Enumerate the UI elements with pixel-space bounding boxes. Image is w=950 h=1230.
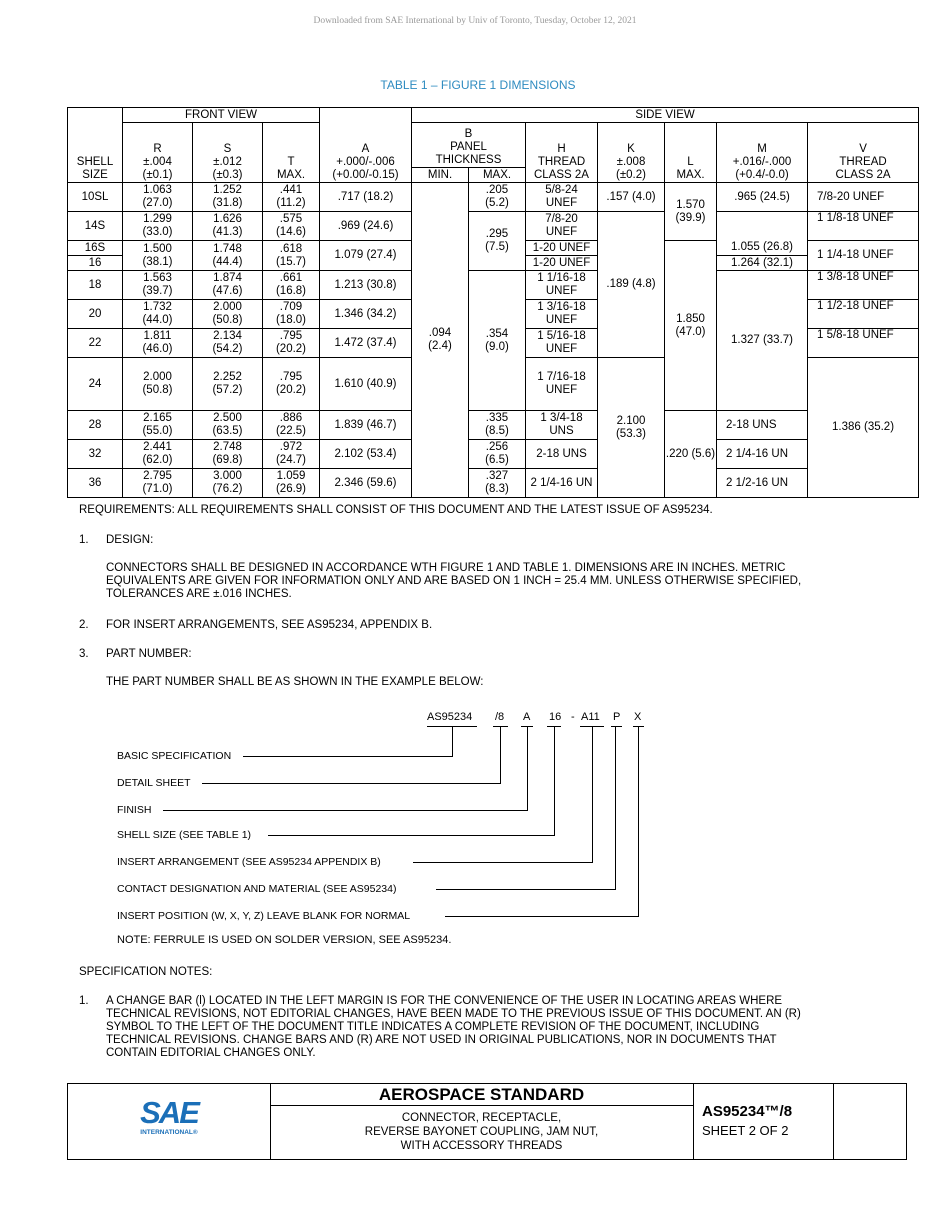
cell-m: 1.327 (33.7): [717, 271, 808, 411]
cell-m: 1.386 (35.2): [808, 358, 919, 498]
cell-r: 1.811 (46.0): [123, 329, 193, 358]
cell-r: 1.063 (27.0): [123, 183, 193, 212]
insert-arrangements-text: FOR INSERT ARRANGEMENTS, SEE AS95234, APPENDIX B.: [106, 619, 433, 631]
cell-s: 2.252 (57.2): [193, 358, 263, 411]
pn-label-detail-sheet: DETAIL SHEET: [117, 777, 191, 789]
document-number: AS95234™/8: [702, 1103, 793, 1120]
header-k: K ±.008 (±0.2): [598, 123, 665, 183]
requirements-text: REQUIREMENTS: ALL REQUIREMENTS SHALL CONSIST OF THIS DOCUMENT AND THE LATEST ISSUE OF AS95234.: [79, 504, 713, 516]
title-cell: [270, 1084, 694, 1159]
pn-label-contact: CONTACT DESIGNATION AND MATERIAL (SEE AS95234): [117, 883, 397, 895]
cell-h: 1 3/4-18 UNS: [526, 411, 598, 440]
cell-r: 1.563 (39.7): [123, 271, 193, 300]
cell-a: 1.472 (37.4): [320, 329, 412, 358]
cell-a: 2.102 (53.4): [320, 440, 412, 469]
cell-b-max: .327 (8.3): [469, 469, 526, 498]
cell-a: 1.610 (40.9): [320, 358, 412, 411]
download-watermark: Downloaded from SAE International by Univ of Toronto, Tuesday, October 12, 2021: [313, 16, 637, 26]
cell-v: 2-18 UNS: [717, 411, 808, 440]
table-title: TABLE 1 – FIGURE 1 DIMENSIONS: [380, 78, 576, 92]
cell-h: 2 1/4-16 UN: [526, 469, 598, 498]
pn-label-shell-size: SHELL SIZE (SEE TABLE 1): [117, 829, 252, 841]
cell-r: 2.795 (71.0): [123, 469, 193, 498]
cell-t: .661 (16.8): [263, 271, 320, 300]
cell-t: .709 (18.0): [263, 300, 320, 329]
table-row: [68, 212, 919, 241]
sae-logo: SAE INTERNATIONAL®: [140, 1095, 198, 1136]
cell-r: 2.165 (55.0): [123, 411, 193, 440]
header-b: B PANEL THICKNESS: [412, 123, 526, 168]
pn-code-finish: A: [523, 711, 531, 723]
cell-s: 3.000 (76.2): [193, 469, 263, 498]
spec-note-number: 1.: [79, 995, 89, 1007]
header-b-min: MIN.: [412, 168, 469, 183]
cell-h: 1 3/16-18 UNEF: [526, 300, 598, 329]
table-row: [68, 411, 919, 440]
item-number: 1.: [79, 534, 89, 546]
cell-h: 7/8-20 UNEF: [526, 212, 598, 241]
pn-code-sheet: /8: [495, 711, 505, 723]
header-r: R ±.004 (±0.1): [123, 123, 193, 183]
cell-a: 2.346 (59.6): [320, 469, 412, 498]
document-description: CONNECTOR, RECEPTACLE, REVERSE BAYONET COUPLING, JAM NUT, WITH ACCESSORY THREADS: [364, 1112, 599, 1152]
cell-a: 1.346 (34.2): [320, 300, 412, 329]
cell-t: .886 (22.5): [263, 411, 320, 440]
cell-shell: 14S: [68, 212, 123, 241]
cell-v: 1 1/4-18 UNEF: [808, 241, 919, 271]
dimensions-table: [67, 107, 919, 498]
cell-a: .969 (24.6): [320, 212, 412, 241]
cell-shell: 10SL: [68, 183, 123, 212]
cell-r: 2.000 (50.8): [123, 358, 193, 411]
cell-shell: 32: [68, 440, 123, 469]
cell-a: .717 (18.2): [320, 183, 412, 212]
cell-h: 2-18 UNS: [526, 440, 598, 469]
pn-code-spec: AS95234: [427, 711, 473, 723]
header-b-max: MAX.: [469, 168, 526, 183]
cell-v: 7/8-20 UNEF: [808, 183, 919, 212]
header-m: M +.016/-.000 (+0.4/-0.0): [717, 123, 808, 183]
cell-s: 2.134 (54.2): [193, 329, 263, 358]
design-heading: DESIGN:: [106, 534, 154, 546]
cell-t: .618 (15.7): [263, 241, 320, 271]
part-number-heading: PART NUMBER:: [106, 648, 192, 660]
cell-v: 2 1/4-16 UN: [717, 440, 808, 469]
cell-shell: 16: [68, 256, 123, 271]
revision-cell: [834, 1084, 906, 1159]
cell-k: .189 (4.8): [598, 212, 665, 358]
spec-notes-heading: SPECIFICATION NOTES:: [79, 966, 213, 978]
cell-b-max: .295 (7.5): [469, 212, 526, 271]
cell-v: 1 1/2-18 UNEF: [808, 300, 919, 329]
pn-label-insert-position: INSERT POSITION (W, X, Y, Z) LEAVE BLANK FOR NORMAL: [117, 910, 411, 922]
cell-v: 1 3/8-18 UNEF: [808, 271, 919, 300]
item-number: 2.: [79, 619, 89, 631]
sheet-number: SHEET 2 OF 2: [702, 1123, 789, 1138]
cell-t: .795 (20.2): [263, 329, 320, 358]
table-row: [68, 469, 919, 498]
cell-v: 2 1/2-16 UN: [717, 469, 808, 498]
header-h: H THREAD CLASS 2A: [526, 123, 598, 183]
item-number: 3.: [79, 648, 89, 660]
table-row: [68, 271, 919, 300]
cell-s: 1.748 (44.4): [193, 241, 263, 271]
aerospace-standard-title: AEROSPACE STANDARD: [270, 1084, 693, 1106]
header-l: L MAX.: [665, 123, 717, 183]
part-number-intro: THE PART NUMBER SHALL BE AS SHOWN IN THE EXAMPLE BELOW:: [106, 676, 484, 688]
cell-s: 1.252 (31.8): [193, 183, 263, 212]
pn-code-dash: -: [571, 711, 575, 723]
doc-number-cell: [694, 1084, 834, 1159]
header-t: T MAX.: [263, 123, 320, 183]
cell-shell: 24: [68, 358, 123, 411]
cell-b-max: .256 (6.5): [469, 440, 526, 469]
header-a: A +.000/-.006 (+0.00/-0.15): [320, 123, 412, 183]
pn-label-finish: FINISH: [117, 804, 152, 816]
header-shell-size: SHELL SIZE: [68, 108, 123, 183]
header-blank: [320, 108, 412, 123]
title-block: [67, 1083, 907, 1160]
cell-r: 2.441 (62.0): [123, 440, 193, 469]
pn-label-basic-spec: BASIC SPECIFICATION: [117, 750, 232, 762]
cell-k: .220 (5.6): [665, 411, 717, 498]
cell-s: 2.500 (63.5): [193, 411, 263, 440]
cell-m: 1.264 (32.1): [717, 256, 808, 271]
header-side-view: SIDE VIEW: [412, 108, 919, 123]
cell-t: .972 (24.7): [263, 440, 320, 469]
pn-code-insert: A11: [581, 711, 600, 723]
cell-shell: 16S: [68, 241, 123, 256]
cell-a: 1.839 (46.7): [320, 411, 412, 440]
pn-code-shell: 16: [549, 711, 562, 723]
cell-shell: 22: [68, 329, 123, 358]
pn-code-position: X: [634, 711, 642, 723]
cell-l: 1.850 (47.0): [665, 241, 717, 411]
cell-b-max: .205 (5.2): [469, 183, 526, 212]
cell-s: 1.626 (41.3): [193, 212, 263, 241]
header-s: S ±.012 (±0.3): [193, 123, 263, 183]
cell-a: 1.213 (30.8): [320, 271, 412, 300]
pn-note: NOTE: FERRULE IS USED ON SOLDER VERSION, SEE AS95234.: [117, 934, 452, 946]
spec-note-paragraph: A CHANGE BAR (l) LOCATED IN THE LEFT MARGIN IS FOR THE CONVENIENCE OF THE USER IN LOCATING AREAS WHERE TECHNICAL REVISIONS, NOT EDITORIAL CHANGES, HAVE BEEN MADE TO THE PREVIOUS ISSUE OF THIS DOCUMENT. AN (R) SYMBOL TO THE LEFT OF THE DOCUMENT TITLE INDICATES A COMPLETE REVISION OF THE DOCUMENT, INCLUDING TECHNICAL REVISIONS. CHANGE BARS AND (R) ARE NOT USED IN ORIGINAL PUBLICATIONS, NOR IN DOCUMENTS THAT CONTAIN EDITORIAL CHANGES ONLY.: [106, 995, 801, 1059]
cell-m: 1.055 (26.8): [717, 212, 808, 256]
cell-v: 1 5/8-18 UNEF: [808, 329, 919, 358]
pn-code-contact: P: [613, 711, 621, 723]
cell-s: 1.874 (47.6): [193, 271, 263, 300]
logo-cell: [68, 1084, 271, 1159]
cell-h: 1 7/16-18 UNEF: [526, 358, 598, 411]
cell-shell: 20: [68, 300, 123, 329]
header-front-view: FRONT VIEW: [123, 108, 320, 123]
cell-shell: 18: [68, 271, 123, 300]
cell-b-min: .094 (2.4): [412, 183, 469, 498]
cell-r: 1.299 (33.0): [123, 212, 193, 241]
cell-r: 1.500 (38.1): [123, 241, 193, 271]
cell-l: 2.100 (53.3): [598, 358, 665, 498]
cell-shell: 28: [68, 411, 123, 440]
cell-t: .575 (14.6): [263, 212, 320, 241]
cell-v: 1 1/8-18 UNEF: [808, 212, 919, 241]
cell-m: .965 (24.5): [717, 183, 808, 212]
cell-b-max: .354 (9.0): [469, 271, 526, 411]
cell-h: 1 1/16-18 UNEF: [526, 271, 598, 300]
cell-k: .157 (4.0): [598, 183, 665, 212]
cell-r: 1.732 (44.0): [123, 300, 193, 329]
cell-l: 1.570 (39.9): [665, 183, 717, 241]
table-row: [68, 183, 919, 212]
cell-s: 2.000 (50.8): [193, 300, 263, 329]
cell-h: 1-20 UNEF: [526, 256, 598, 271]
cell-t: .795 (20.2): [263, 358, 320, 411]
cell-t: .441 (11.2): [263, 183, 320, 212]
cell-a: 1.079 (27.4): [320, 241, 412, 271]
cell-h: 1-20 UNEF: [526, 241, 598, 256]
header-v: V THREAD CLASS 2A: [808, 123, 919, 183]
design-paragraph: CONNECTORS SHALL BE DESIGNED IN ACCORDANCE WTH FIGURE 1 AND TABLE 1. DIMENSIONS ARE IN INCHES. METRIC EQUIVALENTS ARE GIVEN FOR INFORMATION ONLY AND ARE BASED ON 1 INCH = 25.4 MM. UNLESS OTHERWISE SPECIFIED, TOLERANCES ARE ±.016 INCHES.: [106, 562, 802, 600]
cell-b-max: .335 (8.5): [469, 411, 526, 440]
cell-shell: 36: [68, 469, 123, 498]
cell-s: 2.748 (69.8): [193, 440, 263, 469]
cell-h: 5/8-24 UNEF: [526, 183, 598, 212]
cell-h: 1 5/16-18 UNEF: [526, 329, 598, 358]
table-row: [68, 440, 919, 469]
cell-t: 1.059 (26.9): [263, 469, 320, 498]
pn-label-insert-arrangement: INSERT ARRANGEMENT (SEE AS95234 APPENDIX B): [117, 856, 381, 868]
